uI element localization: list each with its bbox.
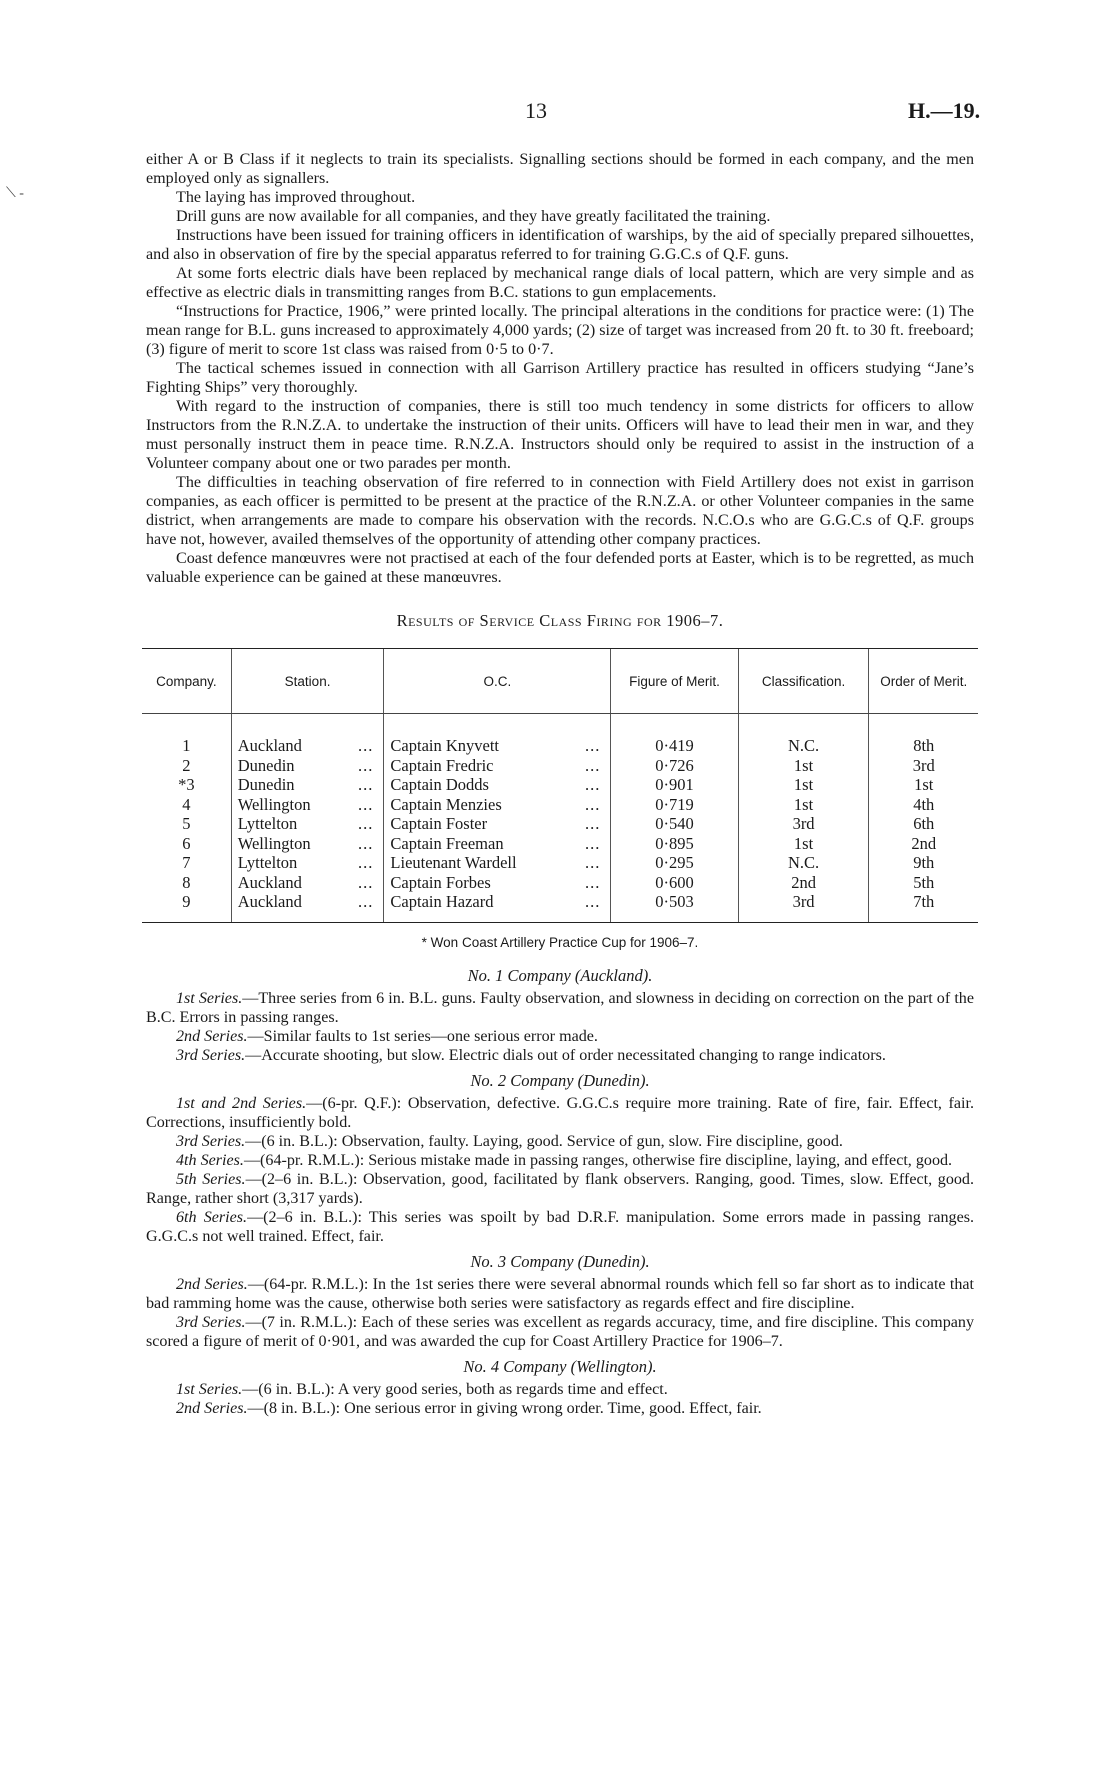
cell-classification: 1st	[738, 834, 869, 854]
cell-classification: 1st	[738, 795, 869, 815]
series-text: —(6-pr. Q.F.): Observation, defective. G.G.C.s require more training. Rate of fire, fair. Effect, fair. Corrections, insufficiently bold.	[146, 1094, 974, 1131]
spacer-cell	[384, 912, 611, 923]
cell-station	[231, 756, 384, 776]
oc-leader	[390, 775, 604, 795]
oc-name: Captain Freeman	[390, 833, 504, 853]
series-label: 3rd Series.	[176, 1132, 246, 1150]
series-paragraph	[146, 1380, 974, 1399]
table-row	[142, 873, 978, 893]
header-order-of-merit: Order of Merit.	[869, 649, 978, 714]
cell-order-of-merit: 4th	[869, 795, 978, 815]
spacer-cell	[611, 714, 738, 737]
leader-dots: ...	[358, 775, 374, 794]
cell-oc	[384, 756, 611, 776]
table-row	[142, 756, 978, 776]
cell-figure-of-merit: 0·503	[611, 892, 738, 912]
cell-classification: N.C.	[738, 736, 869, 756]
spacer-cell	[231, 714, 384, 737]
page-header	[0, 98, 1114, 128]
cell-company: 6	[182, 833, 191, 853]
station-name: Auckland	[237, 892, 302, 911]
leader-dots: ...	[358, 755, 374, 775]
table-row	[142, 795, 978, 815]
series-text: —(64-pr. R.M.L.): Serious mistake made in passing ranges, otherwise fire discipline, laying, and effect, good.	[243, 1151, 953, 1169]
cell-order-of-merit: 7th	[869, 892, 978, 912]
series-paragraph	[146, 1027, 974, 1046]
section-heading: No. 3 Company (Dunedin).	[470, 1251, 650, 1271]
station-name: Dunedin	[237, 775, 295, 794]
leader-dots: ...	[358, 794, 374, 814]
cell-station	[231, 795, 384, 815]
spacer-cell	[142, 714, 231, 737]
series-label: 3rd Series.	[176, 1313, 246, 1331]
document-reference: H.—19.	[908, 98, 981, 123]
cell-figure-of-merit: 0·600	[611, 873, 738, 893]
cell-classification: 1st	[738, 756, 869, 776]
station-leader	[238, 853, 378, 873]
series-paragraph	[146, 1094, 974, 1132]
spacer-cell	[384, 714, 611, 737]
oc-leader	[390, 756, 604, 776]
leader-dots: ...	[358, 833, 374, 853]
paragraph: The tactical schemes issued in connection with all Garrison Artillery practice has resulted in officers studying “Jane’s Fighting Ships” very thoroughly.	[146, 360, 974, 396]
cell-station	[231, 892, 384, 912]
paragraph: The laying has improved throughout.	[176, 189, 416, 206]
cell-oc	[384, 775, 611, 795]
results-table	[142, 648, 978, 923]
series-paragraph	[146, 1399, 974, 1418]
header-company: Company.	[142, 649, 231, 714]
series-paragraph	[146, 1151, 974, 1170]
series-paragraph	[146, 1046, 974, 1065]
spacer-cell	[611, 912, 738, 923]
company-reports	[146, 966, 974, 1418]
cell-oc	[384, 853, 611, 873]
cell-classification: 3rd	[738, 892, 869, 912]
leader-dots: ...	[584, 853, 601, 872]
leader-dots: ...	[358, 892, 374, 911]
station-leader	[238, 834, 378, 854]
table-spacer-row	[142, 912, 978, 923]
table-row	[142, 834, 978, 854]
series-text: —(64-pr. R.M.L.): In the 1st series there were several abnormal rounds which fell so far short as to indicate that bad ramming home was the cause, otherwise both series were satisfactory as regards effect and fire discipline.	[146, 1275, 974, 1312]
series-label: 1st Series.	[176, 989, 243, 1007]
leader-dots: ...	[358, 736, 374, 755]
oc-name: Captain Menzies	[390, 794, 502, 814]
series-label: 2nd Series.	[176, 1275, 248, 1293]
cell-order-of-merit: 1st	[869, 775, 978, 795]
series-paragraph	[146, 989, 974, 1027]
cell-company: 7	[182, 853, 191, 872]
series-text: —Similar faults to 1st series—one serious error made.	[247, 1027, 598, 1045]
cell-figure-of-merit: 0·540	[611, 814, 738, 834]
oc-name: Captain Dodds	[390, 775, 489, 794]
oc-leader	[390, 892, 604, 912]
station-leader	[238, 756, 378, 776]
series-label: 2nd Series.	[176, 1027, 248, 1045]
oc-name: Captain Forbes	[390, 872, 491, 892]
cell-company: 1	[182, 736, 191, 755]
paragraph: Coast defence manœuvres were not practised at each of the four defended ports at Easter, which is to be regretted, as much valuable experience can be gained at these manœuvres.	[146, 550, 974, 586]
section-heading: No. 1 Company (Auckland).	[467, 965, 653, 985]
paragraph: At some forts electric dials have been replaced by mechanical range dials of local pattern, which are very simple and as effective as electric dials in transmitting ranges from B.C. stations to gun emplacements.	[146, 265, 974, 301]
leader-dots: ...	[358, 853, 374, 872]
series-text: —(2–6 in. B.L.): This series was spoilt by bad D.R.F. manipulation. Some errors made in passing ranges. G.G.C.s not well trained. Effect, fair.	[146, 1208, 974, 1245]
table-row	[142, 892, 978, 912]
leader-dots: ...	[584, 872, 601, 892]
header-figure-of-merit: Figure of Merit.	[611, 649, 738, 714]
cell-station	[231, 736, 384, 756]
cell-order-of-merit: 8th	[869, 736, 978, 756]
cell-classification: N.C.	[738, 853, 869, 873]
paragraph: The difficulties in teaching observation of fire referred to in connection with Field Artillery does not exist in garrison companies, as each officer is permitted to be present at the practice of the R.N.Z.A. or other Volunteer companies in the same district, when arrangements are made to compare his observation with the records. N.C.O.s who are G.G.C.s of Q.F. groups have not, however, availed themselves of the opportunity of attending other company practices.	[146, 474, 974, 548]
header-classification: Classification.	[738, 649, 869, 714]
cell-classification: 3rd	[738, 814, 869, 834]
series-paragraph	[146, 1208, 974, 1246]
cell-station	[231, 853, 384, 873]
leader-dots: ...	[584, 736, 601, 755]
page-body	[146, 150, 974, 1418]
cell-figure-of-merit: 0·419	[611, 736, 738, 756]
cell-oc	[384, 834, 611, 854]
leader-dots: ...	[584, 794, 601, 814]
leader-dots: ...	[584, 775, 601, 794]
series-label: 4th Series.	[176, 1151, 244, 1169]
cell-order-of-merit: 9th	[869, 853, 978, 873]
station-name: Auckland	[237, 872, 302, 892]
cell-figure-of-merit: 0·295	[611, 853, 738, 873]
cell-oc	[384, 892, 611, 912]
cell-oc	[384, 814, 611, 834]
station-name: Auckland	[237, 736, 302, 755]
table-body	[142, 714, 978, 923]
table-row	[142, 853, 978, 873]
table-header-row	[142, 649, 978, 714]
station-name: Wellington	[237, 833, 311, 853]
series-label: 1st and 2nd Series.	[176, 1094, 307, 1112]
table-spacer-row	[142, 714, 978, 737]
station-leader	[238, 873, 378, 893]
cell-order-of-merit: 3rd	[869, 756, 978, 776]
series-label: 3rd Series.	[176, 1046, 246, 1064]
spacer-cell	[231, 912, 384, 923]
cell-classification: 1st	[738, 775, 869, 795]
leader-dots: ...	[584, 833, 601, 853]
cell-station	[231, 814, 384, 834]
cell-figure-of-merit: 0·901	[611, 775, 738, 795]
cell-company: 9	[182, 892, 191, 911]
series-label: 2nd Series.	[176, 1399, 248, 1417]
station-name: Dunedin	[237, 755, 295, 775]
cell-order-of-merit: 2nd	[869, 834, 978, 854]
cell-figure-of-merit: 0·895	[611, 834, 738, 854]
margin-mark: ⟍ -	[6, 186, 24, 201]
station-leader	[238, 775, 378, 795]
station-leader	[238, 814, 378, 834]
spacer-cell	[738, 912, 869, 923]
series-text: —(6 in. B.L.): A very good series, both as regards time and effect.	[242, 1380, 668, 1398]
cell-company: *3	[178, 775, 195, 794]
oc-name: Captain Foster	[390, 814, 488, 833]
oc-leader	[390, 873, 604, 893]
station-leader	[238, 892, 378, 912]
leader-dots: ...	[584, 814, 601, 833]
header-station: Station.	[231, 649, 384, 714]
station-leader	[238, 795, 378, 815]
cell-company: 5	[182, 814, 191, 833]
oc-name: Captain Hazard	[390, 892, 494, 911]
station-name: Lyttelton	[237, 814, 298, 833]
series-paragraph	[146, 1132, 974, 1151]
paragraph: “Instructions for Practice, 1906,” were printed locally. The principal alterations in the conditions for practice were: (1) The mean range for B.L. guns increased to approximately 4,000 yards; (2) size of target was increased from 20 ft. to 30 ft. freeboard; (3) figure of merit to score 1st class was raised from 0·5 to 0·7.	[146, 303, 974, 358]
cell-order-of-merit: 5th	[869, 873, 978, 893]
series-text: —(8 in. B.L.): One serious error in giving wrong order. Time, good. Effect, fair.	[247, 1399, 762, 1417]
oc-leader	[390, 834, 604, 854]
spacer-cell	[869, 912, 978, 923]
table-title: Results of Service Class Firing for 1906–7.	[396, 611, 724, 630]
station-name: Wellington	[237, 794, 311, 814]
cell-company: 2	[182, 755, 191, 775]
series-text: —(6 in. B.L.): Observation, faulty. Laying, good. Service of gun, slow. Fire discipline, good.	[245, 1132, 843, 1150]
leader-dots: ...	[358, 814, 374, 833]
cell-oc	[384, 736, 611, 756]
oc-leader	[390, 736, 604, 756]
section-heading: No. 2 Company (Dunedin).	[470, 1070, 650, 1090]
page-number: 13	[525, 98, 547, 123]
paragraph: either A or B Class if it neglects to train its specialists. Signalling sections should be formed in each company, and the men employed only as signallers.	[146, 151, 974, 187]
cell-figure-of-merit: 0·726	[611, 756, 738, 776]
spacer-cell	[869, 714, 978, 737]
section-heading: No. 4 Company (Wellington).	[463, 1356, 657, 1376]
cell-order-of-merit: 6th	[869, 814, 978, 834]
cell-figure-of-merit: 0·719	[611, 795, 738, 815]
oc-leader	[390, 814, 604, 834]
cell-company: 4	[182, 794, 191, 814]
cell-classification: 2nd	[738, 873, 869, 893]
oc-name: Captain Knyvett	[390, 736, 500, 755]
oc-name: Lieutenant Wardell	[390, 853, 517, 872]
header-oc: O.C.	[384, 649, 611, 714]
table-footnote: * Won Coast Artillery Practice Cup for 1906–7.	[421, 934, 699, 950]
table-row	[142, 814, 978, 834]
oc-leader	[390, 853, 604, 873]
series-text: —Three series from 6 in. B.L. guns. Faulty observation, and slowness in deciding on correction on the part of the B.C. Errors in passing ranges.	[146, 989, 974, 1026]
cell-station	[231, 775, 384, 795]
leader-dots: ...	[584, 892, 601, 911]
table-row	[142, 736, 978, 756]
cell-oc	[384, 795, 611, 815]
series-text: —Accurate shooting, but slow. Electric dials out of order necessitated changing to range indicators.	[245, 1046, 886, 1064]
series-label: 6th Series.	[176, 1208, 248, 1226]
series-paragraph	[146, 1313, 974, 1351]
leader-dots: ...	[358, 872, 374, 892]
leader-dots: ...	[584, 755, 601, 775]
spacer-cell	[142, 912, 231, 923]
series-paragraph	[146, 1170, 974, 1208]
series-paragraph	[146, 1275, 974, 1313]
cell-station	[231, 834, 384, 854]
paragraph: Drill guns are now available for all companies, and they have greatly facilitated the training.	[176, 208, 771, 225]
paragraph: With regard to the instruction of companies, there is still too much tendency in some districts for officers to allow Instructors from the R.N.Z.A. to undertake the instruction of their units. Officers will have to lead their men in war, and they must personally instruct them in peace time. R.N.Z.A. Instructors should only be required to assist in the instruction of a Volunteer company about one or two parades per month.	[146, 398, 974, 472]
cell-station	[231, 873, 384, 893]
series-label: 5th Series.	[176, 1170, 246, 1188]
paragraph: Instructions have been issued for training officers in identification of warships, by the aid of specially prepared silhouettes, and also in observation of fire by the special apparatus referred to for training G.G.C.s of Q.F. guns.	[146, 227, 974, 263]
table-row	[142, 775, 978, 795]
cell-company: 8	[182, 872, 191, 892]
series-label: 1st Series.	[176, 1380, 243, 1398]
series-text: —(2–6 in. B.L.): Observation, good, facilitated by flank observers. Ranging, good. Times, slow. Effect, good. Range, rather short (3,317 yards).	[146, 1170, 974, 1207]
oc-name: Captain Fredric	[390, 755, 494, 775]
oc-leader	[390, 795, 604, 815]
cell-oc	[384, 873, 611, 893]
spacer-cell	[738, 714, 869, 737]
station-leader	[238, 736, 378, 756]
series-text: —(7 in. R.M.L.): Each of these series was excellent as regards accuracy, time, and fire discipline. This company scored a figure of merit of 0·901, and was awarded the cup for Coast Artillery Practice for 1906–7.	[146, 1313, 974, 1350]
station-name: Lyttelton	[237, 853, 298, 872]
intro-paragraphs	[146, 150, 974, 587]
